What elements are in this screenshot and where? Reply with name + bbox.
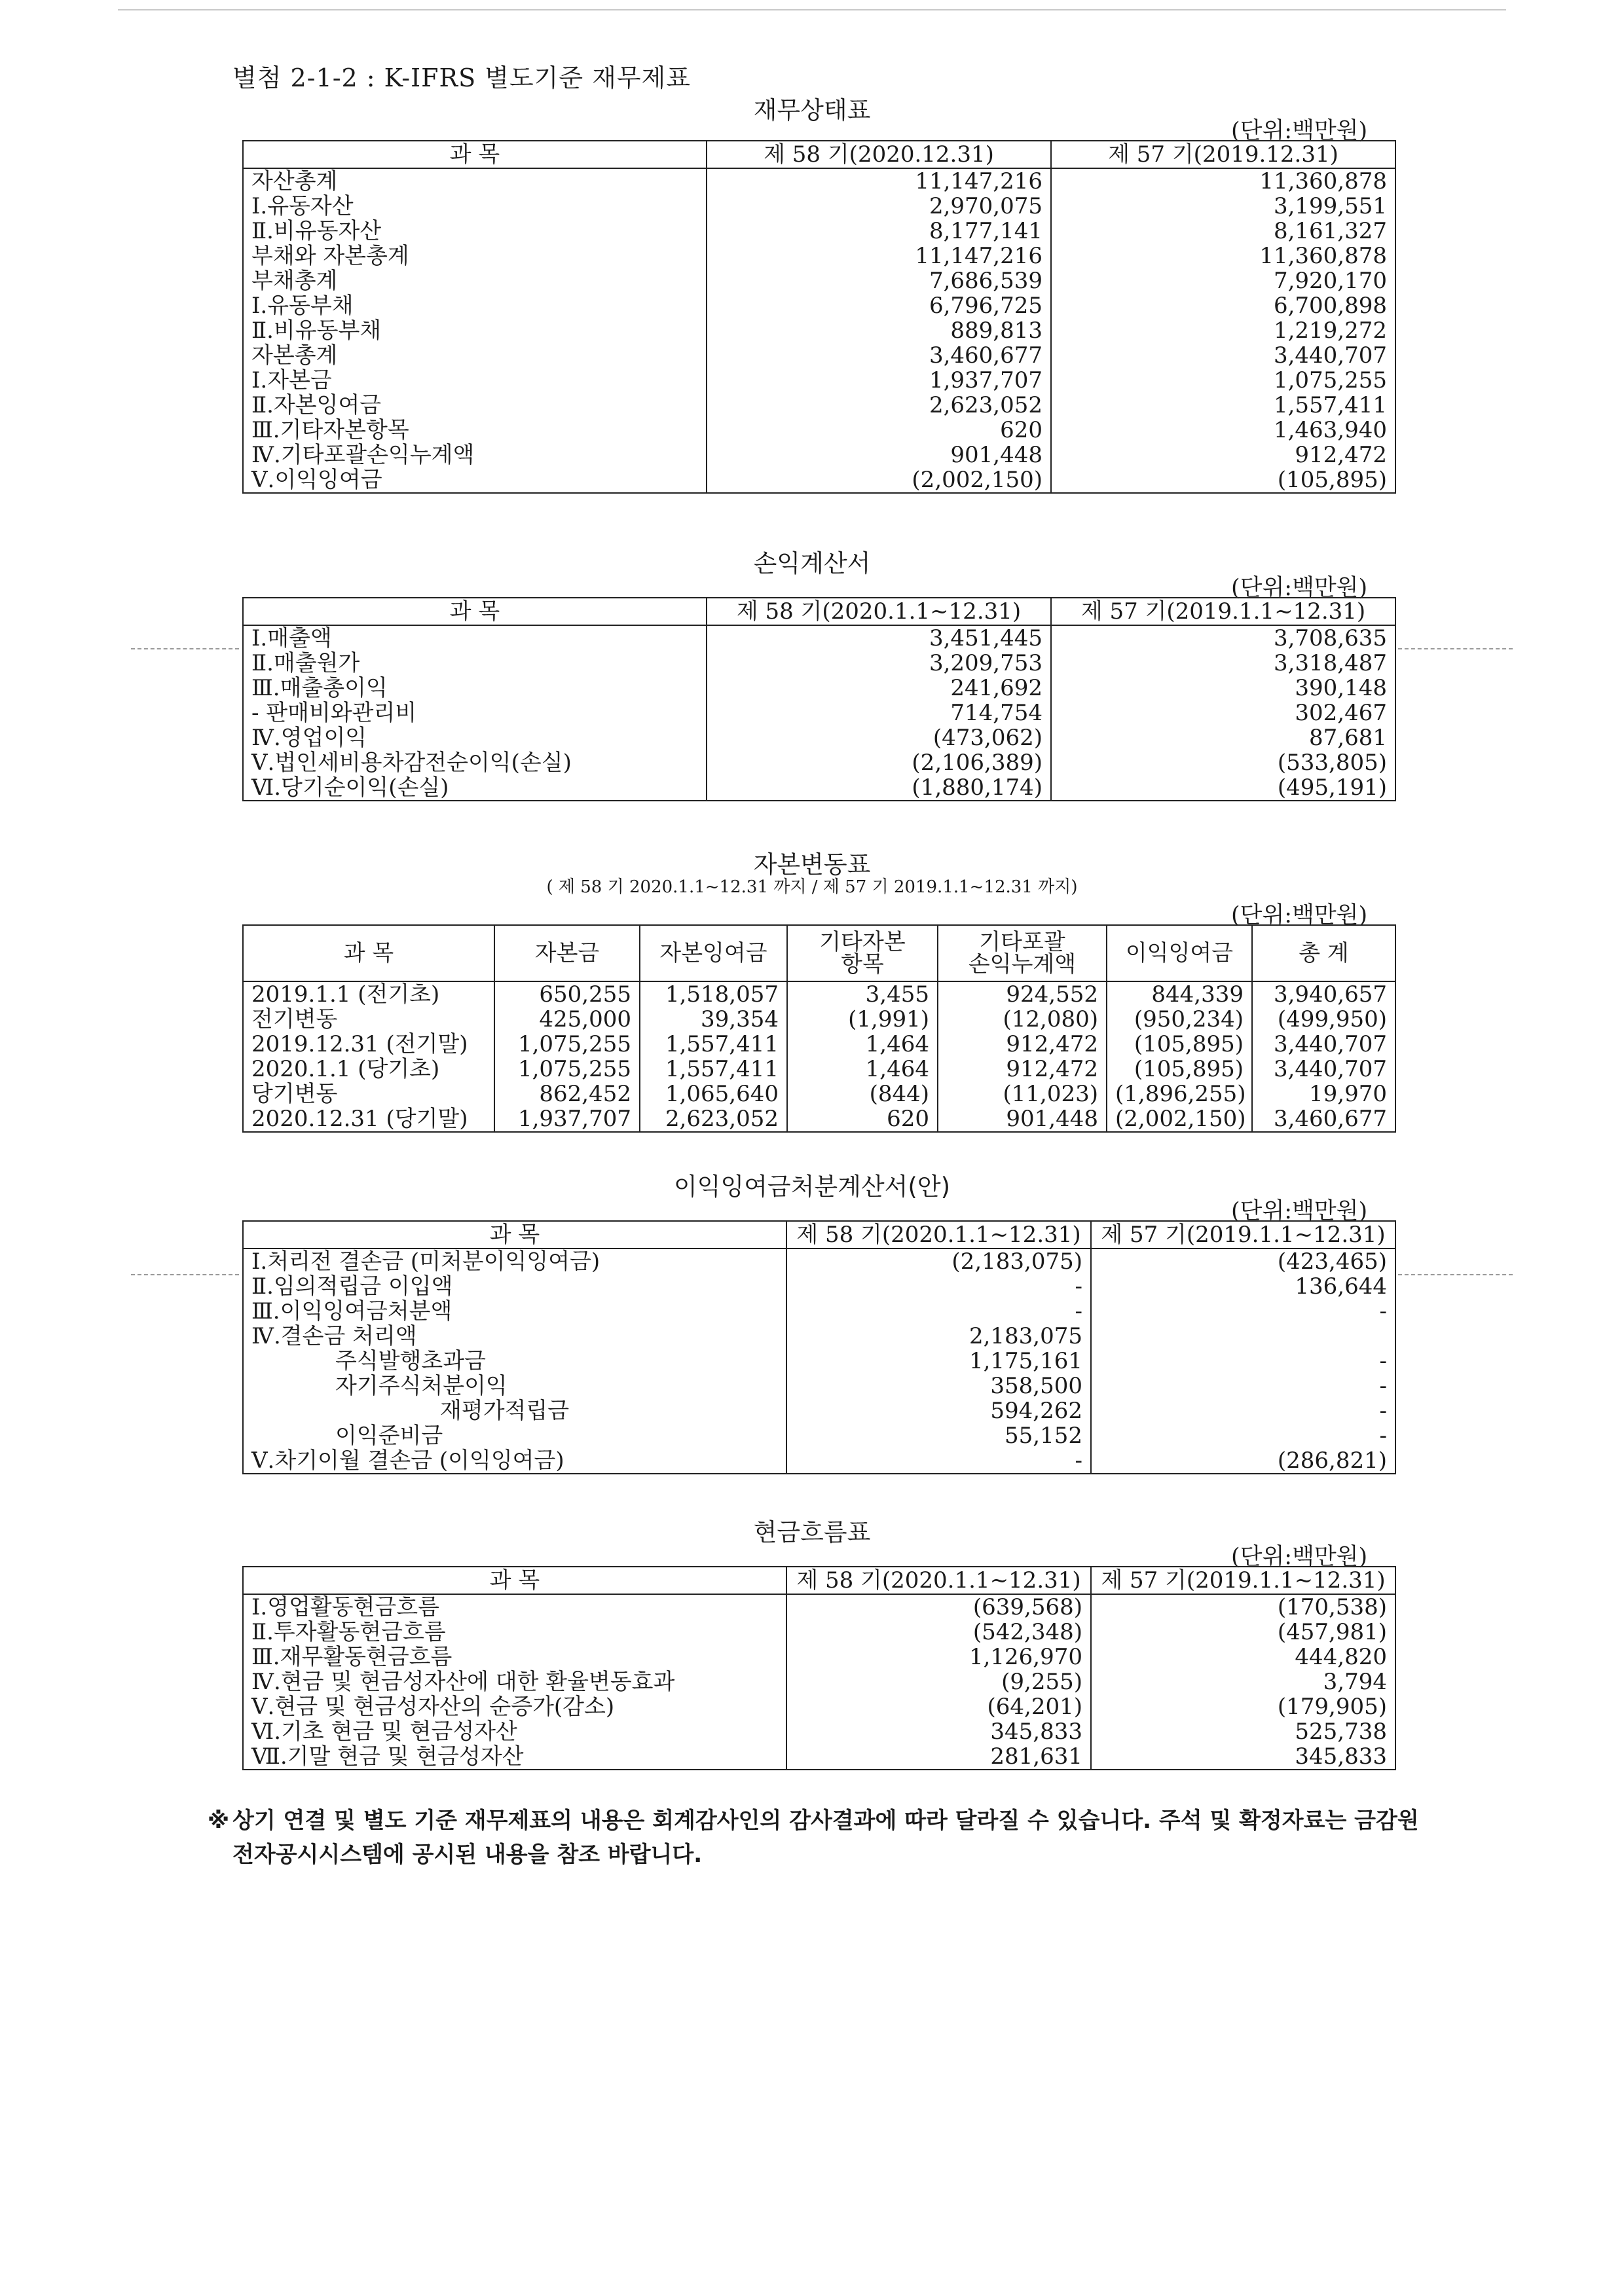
retained-earnings-title: 이익잉여금처분계산서(안) (673, 1173, 951, 1201)
column-header: 제 58 기(2020.12.31) (707, 141, 1051, 168)
prior-period-value: (533,805) (1051, 750, 1395, 775)
balance-sheet-table (242, 140, 1396, 494)
prior-period-value: (170,538) (1091, 1594, 1395, 1620)
table-row (243, 725, 1395, 750)
equity-value: 3,940,657 (1252, 981, 1395, 1007)
current-period-value: (639,568) (786, 1594, 1091, 1620)
prior-period-value: 3,199,551 (1051, 194, 1395, 219)
footnote-mark: ※ (208, 1808, 230, 1834)
equity-value: 39,354 (640, 1007, 787, 1032)
row-label: 전기변동 (243, 1007, 494, 1032)
footnote (208, 1804, 1431, 1872)
table-row (243, 318, 1395, 343)
column-header: 제 58 기(2020.1.1~12.31) (786, 1567, 1091, 1594)
current-period-value: 2,623,052 (707, 393, 1051, 418)
current-period-value: 620 (707, 418, 1051, 443)
equity-value: 1,464 (787, 1032, 938, 1057)
prior-period-value: 3,440,707 (1051, 343, 1395, 368)
row-label: Ⅳ.영업이익 (243, 725, 707, 750)
prior-period-value: - (1091, 1398, 1395, 1423)
prior-period-value: 3,318,487 (1051, 651, 1395, 676)
equity-value: 912,472 (938, 1057, 1107, 1082)
table-row (243, 443, 1395, 467)
equity-value: 1,075,255 (494, 1057, 640, 1082)
prior-period-value: 3,794 (1091, 1669, 1395, 1694)
row-label: Ⅱ.투자활동현금흐름 (243, 1620, 786, 1645)
column-header (938, 925, 1107, 981)
column-header: 제 57 기(2019.1.1~12.31) (1051, 598, 1395, 625)
equity-value: 862,452 (494, 1082, 640, 1106)
column-header: 과 목 (243, 1221, 786, 1248)
table-row (243, 1248, 1395, 1274)
table-row (243, 343, 1395, 368)
row-label: 부채와 자본총계 (243, 244, 707, 268)
column-header (787, 925, 938, 981)
row-label: Ⅵ.기초 현금 및 현금성자산 (243, 1719, 786, 1744)
equity-value: 3,440,707 (1252, 1057, 1395, 1082)
equity-value: 3,460,677 (1252, 1106, 1395, 1132)
prior-period-value: 1,219,272 (1051, 318, 1395, 343)
current-period-value: 889,813 (707, 318, 1051, 343)
current-period-value: 241,692 (707, 676, 1051, 701)
prior-period-value: - (1091, 1299, 1395, 1324)
table-row (243, 1082, 1395, 1106)
equity-value: (105,895) (1107, 1057, 1252, 1082)
prior-period-value: 1,075,255 (1051, 368, 1395, 393)
current-period-value: 3,460,677 (707, 343, 1051, 368)
equity-value: 912,472 (938, 1032, 1107, 1057)
equity-value: (499,950) (1252, 1007, 1395, 1032)
current-period-value: 55,152 (786, 1423, 1091, 1448)
equity-value: 1,065,640 (640, 1082, 787, 1106)
cash-flow-unit: (단위:백만원) (1231, 1544, 1368, 1570)
prior-period-value: 6,700,898 (1051, 293, 1395, 318)
column-header-line: 기타포괄 손익누계액 (968, 929, 1077, 977)
row-label: Ⅲ.재무활동현금흐름 (243, 1645, 786, 1669)
table-row (243, 244, 1395, 268)
table-row (243, 775, 1395, 801)
table-row (243, 1057, 1395, 1082)
row-label: Ⅴ.법인세비용차감전순이익(손실) (243, 750, 707, 775)
equity-value: (1,896,255) (1107, 1082, 1252, 1106)
column-header: 과 목 (243, 1567, 786, 1594)
cash-flow-title: 현금흐름표 (753, 1518, 871, 1546)
prior-period-value: 912,472 (1051, 443, 1395, 467)
row-label: Ⅰ.유동부채 (243, 293, 707, 318)
equity-changes-table (242, 924, 1396, 1133)
row-label: 이익준비금 (243, 1423, 786, 1448)
equity-value: (2,002,150) (1107, 1106, 1252, 1132)
current-period-value: 8,177,141 (707, 219, 1051, 244)
column-header: 과 목 (243, 925, 494, 981)
row-label: 자산총계 (243, 168, 707, 194)
column-header: 과 목 (243, 141, 707, 168)
current-period-value: 345,833 (786, 1719, 1091, 1744)
column-header: 과 목 (243, 598, 707, 625)
current-period-value: (9,255) (786, 1669, 1091, 1694)
current-period-value: (2,183,075) (786, 1248, 1091, 1274)
income-statement-table (242, 597, 1396, 801)
table-row (243, 1669, 1395, 1694)
row-label: 2019.1.1 (전기초) (243, 981, 494, 1007)
prior-period-value: (286,821) (1091, 1448, 1395, 1474)
current-period-value: 2,183,075 (786, 1324, 1091, 1349)
footnote-text: 상기 연결 및 별도 기준 재무제표의 내용은 회계감사인의 감사결과에 따라 달라질 수 있습니다. 주석 및 확정자료는 금감원 전자공시시스템에 공시된 내용을 참조 바랍니다. (232, 1808, 1419, 1868)
prior-period-value: 136,644 (1091, 1274, 1395, 1299)
prior-period-value: 3,708,635 (1051, 625, 1395, 651)
scan-mark (131, 1274, 239, 1275)
row-label: 부채총계 (243, 268, 707, 293)
table-row (243, 1448, 1395, 1474)
table-row (243, 1594, 1395, 1620)
row-label: Ⅳ.결손금 처리액 (243, 1324, 786, 1349)
prior-period-value: 8,161,327 (1051, 219, 1395, 244)
row-label: 자본총계 (243, 343, 707, 368)
prior-period-value: (495,191) (1051, 775, 1395, 801)
row-label: Ⅴ.차기이월 결손금 (이익잉여금) (243, 1448, 786, 1474)
prior-period-value: - (1091, 1423, 1395, 1448)
table-row (243, 701, 1395, 725)
table-row (243, 651, 1395, 676)
table-row (243, 293, 1395, 318)
current-period-value: (473,062) (707, 725, 1051, 750)
row-label: Ⅴ.현금 및 현금성자산의 순증가(감소) (243, 1694, 786, 1719)
prior-period-value: (105,895) (1051, 467, 1395, 493)
table-row (243, 418, 1395, 443)
equity-value: 3,455 (787, 981, 938, 1007)
equity-value: 2,623,052 (640, 1106, 787, 1132)
equity-value: (105,895) (1107, 1032, 1252, 1057)
table-row (243, 1423, 1395, 1448)
equity-value: 1,518,057 (640, 981, 787, 1007)
prior-period-value: 1,557,411 (1051, 393, 1395, 418)
row-label: 주식발행초과금 (243, 1349, 786, 1374)
retained-earnings-unit: (단위:백만원) (1231, 1198, 1368, 1224)
current-period-value: 3,209,753 (707, 651, 1051, 676)
current-period-value: 6,796,725 (707, 293, 1051, 318)
table-row (243, 467, 1395, 493)
table-row (243, 1398, 1395, 1423)
prior-period-value: (423,465) (1091, 1248, 1395, 1274)
table-row (243, 168, 1395, 194)
current-period-value: 358,500 (786, 1374, 1091, 1398)
current-period-value: 7,686,539 (707, 268, 1051, 293)
equity-value: 1,464 (787, 1057, 938, 1082)
row-label: - 판매비와관리비 (243, 701, 707, 725)
prior-period-value: 390,148 (1051, 676, 1395, 701)
prior-period-value: - (1091, 1374, 1395, 1398)
column-header: 이익잉여금 (1107, 925, 1252, 981)
column-header: 자본잉여금 (640, 925, 787, 981)
prior-period-value: (179,905) (1091, 1694, 1395, 1719)
current-period-value: 1,937,707 (707, 368, 1051, 393)
row-label: Ⅱ.비유동부채 (243, 318, 707, 343)
row-label: Ⅴ.이익잉여금 (243, 467, 707, 493)
row-label: Ⅱ.자본잉여금 (243, 393, 707, 418)
equity-value: 1,557,411 (640, 1032, 787, 1057)
prior-period-value: 7,920,170 (1051, 268, 1395, 293)
equity-value: 844,339 (1107, 981, 1252, 1007)
current-period-value: (2,002,150) (707, 467, 1051, 493)
row-label: Ⅵ.당기순이익(손실) (243, 775, 707, 801)
equity-value: (11,023) (938, 1082, 1107, 1106)
row-label: Ⅱ.비유동자산 (243, 219, 707, 244)
prior-period-value: 302,467 (1051, 701, 1395, 725)
row-label: Ⅱ.임의적립금 이입액 (243, 1274, 786, 1299)
row-label: 당기변동 (243, 1082, 494, 1106)
table-row (243, 1349, 1395, 1374)
column-header: 제 57 기(2019.1.1~12.31) (1091, 1567, 1395, 1594)
current-period-value: - (786, 1299, 1091, 1324)
row-label: Ⅶ.기말 현금 및 현금성자산 (243, 1744, 786, 1770)
current-period-value: 2,970,075 (707, 194, 1051, 219)
cash-flow-table (242, 1566, 1396, 1770)
row-label: Ⅰ.영업활동현금흐름 (243, 1594, 786, 1620)
attachment-header: 별첨 2-1-2 : K-IFRS 별도기준 재무제표 (232, 64, 691, 92)
equity-value: (844) (787, 1082, 938, 1106)
row-label: 자기주식처분이익 (243, 1374, 786, 1398)
table-row (243, 368, 1395, 393)
current-period-value: 901,448 (707, 443, 1051, 467)
equity-value: 425,000 (494, 1007, 640, 1032)
row-label: Ⅰ.매출액 (243, 625, 707, 651)
table-row (243, 1645, 1395, 1669)
scan-mark (1398, 648, 1513, 649)
current-period-value: (64,201) (786, 1694, 1091, 1719)
table-row (243, 1719, 1395, 1744)
prior-period-value: 11,360,878 (1051, 168, 1395, 194)
column-header: 제 58 기(2020.1.1~12.31) (786, 1221, 1091, 1248)
row-label: Ⅰ.유동자산 (243, 194, 707, 219)
current-period-value: 281,631 (786, 1744, 1091, 1770)
current-period-value: 1,175,161 (786, 1349, 1091, 1374)
current-period-value: 11,147,216 (707, 168, 1051, 194)
table-row (243, 750, 1395, 775)
equity-value: 620 (787, 1106, 938, 1132)
table-row (243, 1744, 1395, 1770)
column-header: 제 58 기(2020.1.1~12.31) (707, 598, 1051, 625)
equity-value: 1,075,255 (494, 1032, 640, 1057)
table-row (243, 1299, 1395, 1324)
top-rule (118, 9, 1506, 10)
table-row (243, 1374, 1395, 1398)
table-row (243, 194, 1395, 219)
prior-period-value: 11,360,878 (1051, 244, 1395, 268)
table-row (243, 393, 1395, 418)
row-label: Ⅲ.이익잉여금처분액 (243, 1299, 786, 1324)
table-row (243, 1106, 1395, 1132)
prior-period-value: 345,833 (1091, 1744, 1395, 1770)
equity-value: (950,234) (1107, 1007, 1252, 1032)
equity-value: 901,448 (938, 1106, 1107, 1132)
prior-period-value: 444,820 (1091, 1645, 1395, 1669)
current-period-value: - (786, 1274, 1091, 1299)
row-label: Ⅰ.자본금 (243, 368, 707, 393)
equity-value: (1,991) (787, 1007, 938, 1032)
current-period-value: (542,348) (786, 1620, 1091, 1645)
table-row (243, 981, 1395, 1007)
equity-value: 19,970 (1252, 1082, 1395, 1106)
balance-sheet-unit: (단위:백만원) (1231, 118, 1368, 144)
table-row (243, 1007, 1395, 1032)
table-row (243, 1694, 1395, 1719)
current-period-value: 714,754 (707, 701, 1051, 725)
column-header: 제 57 기(2019.12.31) (1051, 141, 1395, 168)
prior-period-value: 1,463,940 (1051, 418, 1395, 443)
equity-value: 1,937,707 (494, 1106, 640, 1132)
row-label: Ⅱ.매출원가 (243, 651, 707, 676)
row-label: 2020.12.31 (당기말) (243, 1106, 494, 1132)
equity-value: 1,557,411 (640, 1057, 787, 1082)
equity-value: (12,080) (938, 1007, 1107, 1032)
row-label: 2020.1.1 (당기초) (243, 1057, 494, 1082)
equity-changes-title: 자본변동표 (753, 850, 871, 879)
row-label: Ⅲ.매출총이익 (243, 676, 707, 701)
table-row (243, 268, 1395, 293)
table-row (243, 625, 1395, 651)
prior-period-value (1091, 1324, 1395, 1349)
table-row (243, 219, 1395, 244)
scan-mark (1398, 1274, 1513, 1275)
balance-sheet-title: 재무상태표 (753, 96, 871, 124)
income-statement-unit: (단위:백만원) (1231, 575, 1368, 601)
column-header: 총 계 (1252, 925, 1395, 981)
equity-changes-unit: (단위:백만원) (1231, 902, 1368, 928)
row-label: Ⅰ.처리전 결손금 (미처분이익잉여금) (243, 1248, 786, 1274)
prior-period-value: 87,681 (1051, 725, 1395, 750)
current-period-value: (2,106,389) (707, 750, 1051, 775)
scan-mark (131, 648, 239, 649)
current-period-value: - (786, 1448, 1091, 1474)
equity-changes-period: ( 제 58 기 2020.1.1~12.31 까지 / 제 57 기 2019.1.1~12.31 까지) (546, 877, 1078, 897)
income-statement-title: 손익계산서 (753, 549, 871, 577)
column-header: 제 57 기(2019.1.1~12.31) (1091, 1221, 1395, 1248)
retained-earnings-table (242, 1220, 1396, 1474)
equity-value: 650,255 (494, 981, 640, 1007)
current-period-value: 11,147,216 (707, 244, 1051, 268)
row-label: 2019.12.31 (전기말) (243, 1032, 494, 1057)
table-row (243, 1032, 1395, 1057)
equity-value: 3,440,707 (1252, 1032, 1395, 1057)
row-label: Ⅳ.기타포괄손익누계액 (243, 443, 707, 467)
equity-value: 924,552 (938, 981, 1107, 1007)
row-label: Ⅳ.현금 및 현금성자산에 대한 환율변동효과 (243, 1669, 786, 1694)
current-period-value: 594,262 (786, 1398, 1091, 1423)
prior-period-value: (457,981) (1091, 1620, 1395, 1645)
table-row (243, 1274, 1395, 1299)
current-period-value: 1,126,970 (786, 1645, 1091, 1669)
column-header: 자본금 (494, 925, 640, 981)
row-label: 재평가적립금 (243, 1398, 786, 1423)
column-header-line: 기타자본 항목 (819, 929, 906, 977)
table-row (243, 1324, 1395, 1349)
current-period-value: (1,880,174) (707, 775, 1051, 801)
prior-period-value: - (1091, 1349, 1395, 1374)
prior-period-value: 525,738 (1091, 1719, 1395, 1744)
table-row (243, 676, 1395, 701)
current-period-value: 3,451,445 (707, 625, 1051, 651)
table-row (243, 1620, 1395, 1645)
row-label: Ⅲ.기타자본항목 (243, 418, 707, 443)
